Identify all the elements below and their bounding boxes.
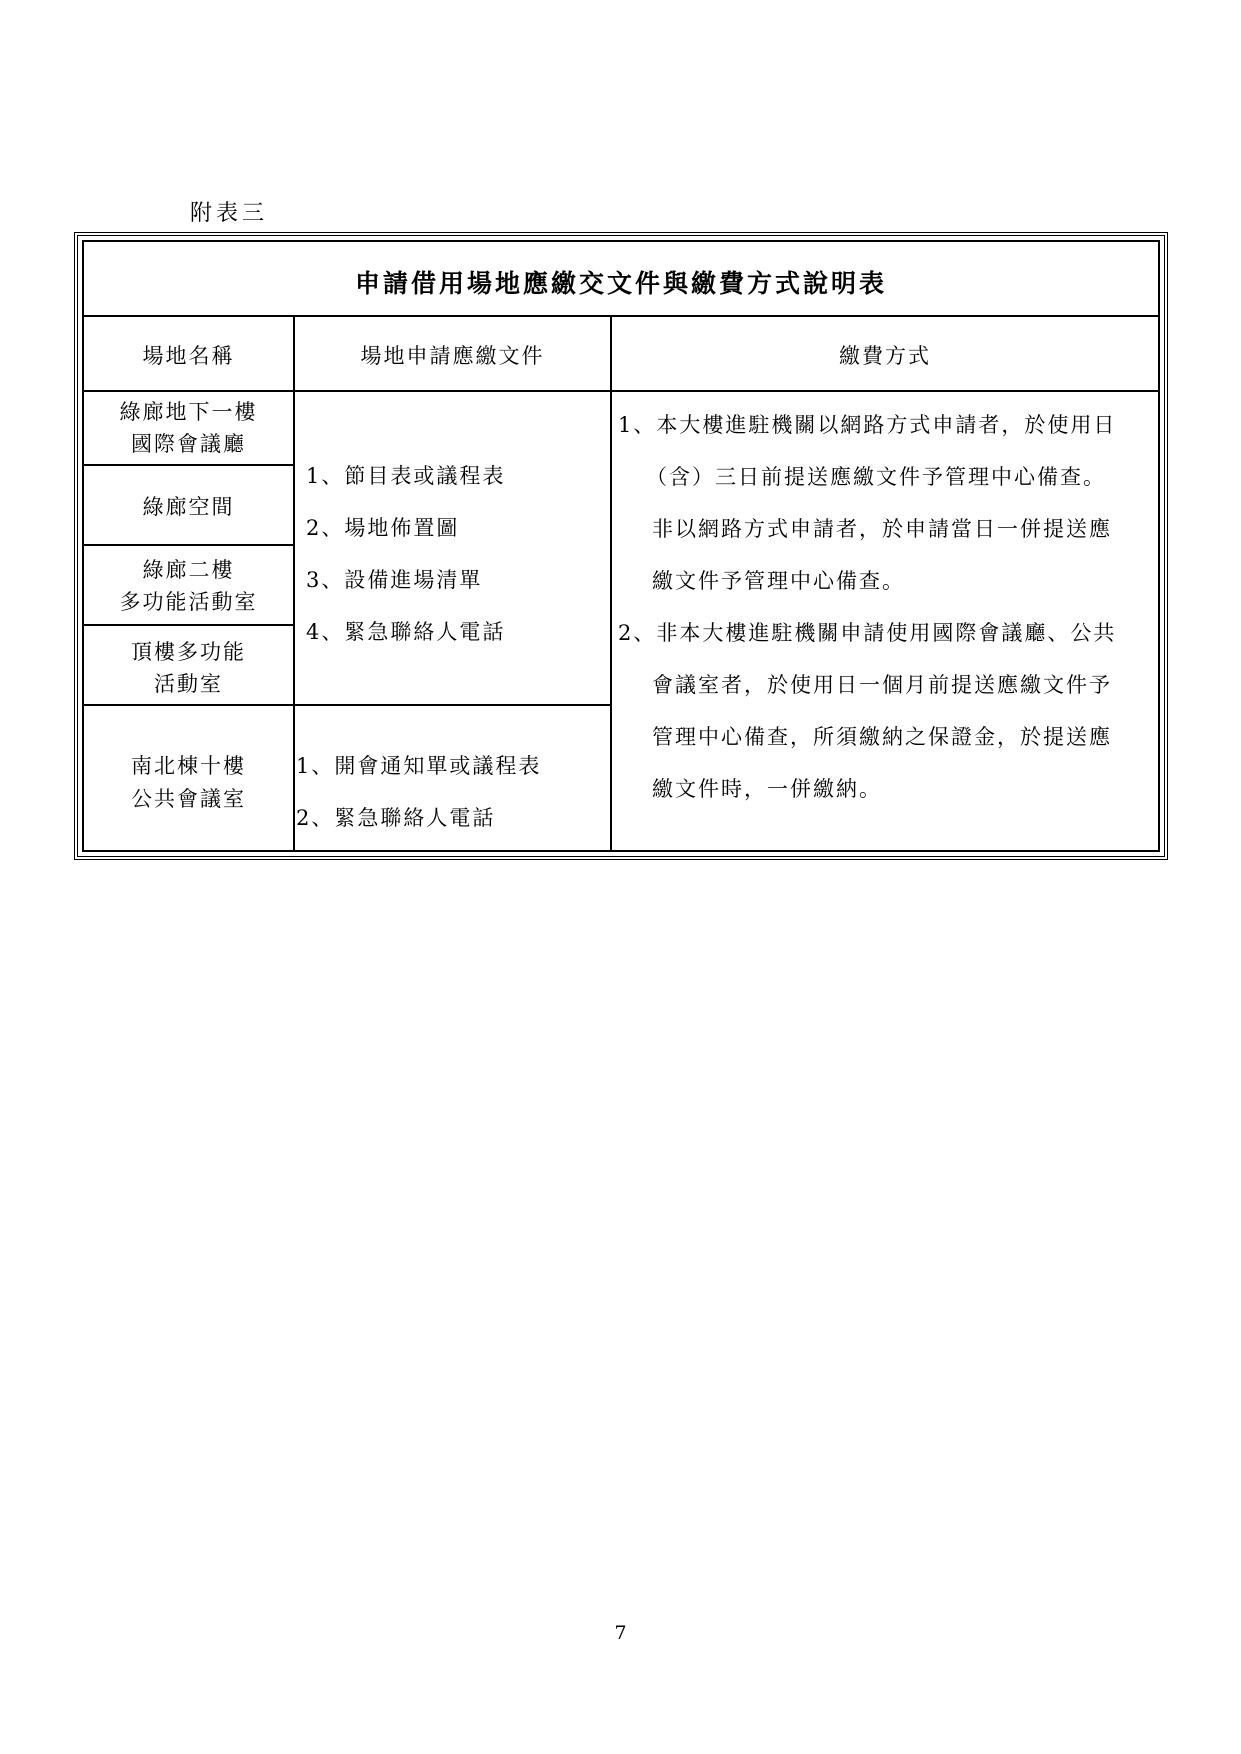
venue-divider-4	[84, 704, 611, 706]
title-divider	[84, 315, 1158, 317]
document-item: 4、緊急聯絡人電話	[306, 620, 506, 644]
document-item: 1、開會通知單或議程表	[296, 754, 542, 778]
document-item: 2、緊急聯絡人電話	[296, 806, 496, 830]
table-title: 申請借用場地應繳交文件與繳費方式說明表	[354, 269, 887, 298]
header-divider	[84, 390, 1158, 392]
payment-line: 會議室者，於使用日一個月前提送應繳文件予	[652, 673, 1112, 697]
venue-divider-3	[84, 624, 293, 626]
venue-1-line-1: 綠廊地下一樓	[119, 400, 258, 424]
document-item: 2、場地佈置圖	[306, 516, 460, 540]
document-item: 3、設備進場清單	[306, 568, 483, 592]
venue-3-line-1: 綠廊二樓	[142, 558, 235, 582]
venue-4-line-2: 活動室	[154, 672, 223, 696]
header-venue-name: 場地名稱	[142, 344, 235, 368]
payment-line: 繳文件予管理中心備查。	[652, 569, 905, 593]
venue-5-line-2: 公共會議室	[131, 787, 246, 811]
info-table-inner	[82, 240, 1160, 852]
header-required-documents: 場地申請應繳文件	[360, 344, 545, 368]
document-item: 1、節目表或議程表	[306, 464, 506, 488]
column-divider-2	[610, 316, 612, 850]
column-divider-1	[293, 316, 295, 850]
attachment-label: 附表三	[190, 201, 269, 226]
payment-line: （含）三日前提送應繳文件予管理中心備查。	[646, 465, 1106, 489]
venue-2-line-1: 綠廊空間	[142, 495, 235, 519]
payment-line: 非以網路方式申請者，於申請當日一併提送應	[652, 517, 1112, 541]
page-number: 7	[614, 1622, 627, 1644]
payment-line: 2、非本大樓進駐機關申請使用國際會議廳、公共	[618, 621, 1117, 645]
venue-3-line-2: 多功能活動室	[119, 590, 258, 614]
header-payment-method: 繳費方式	[839, 344, 931, 368]
payment-line: 繳文件時，一併繳納。	[652, 777, 882, 801]
venue-1-line-2: 國際會議廳	[131, 432, 246, 456]
payment-line: 1、本大樓進駐機關以網路方式申請者，於使用日	[618, 413, 1117, 437]
payment-line: 管理中心備查，所須繳納之保證金，於提送應	[652, 725, 1112, 749]
venue-divider-1	[84, 464, 293, 466]
venue-4-line-1: 頂樓多功能	[131, 640, 246, 664]
venue-divider-2	[84, 544, 293, 546]
venue-5-line-1: 南北棟十樓	[131, 754, 246, 778]
info-table	[74, 232, 1168, 860]
